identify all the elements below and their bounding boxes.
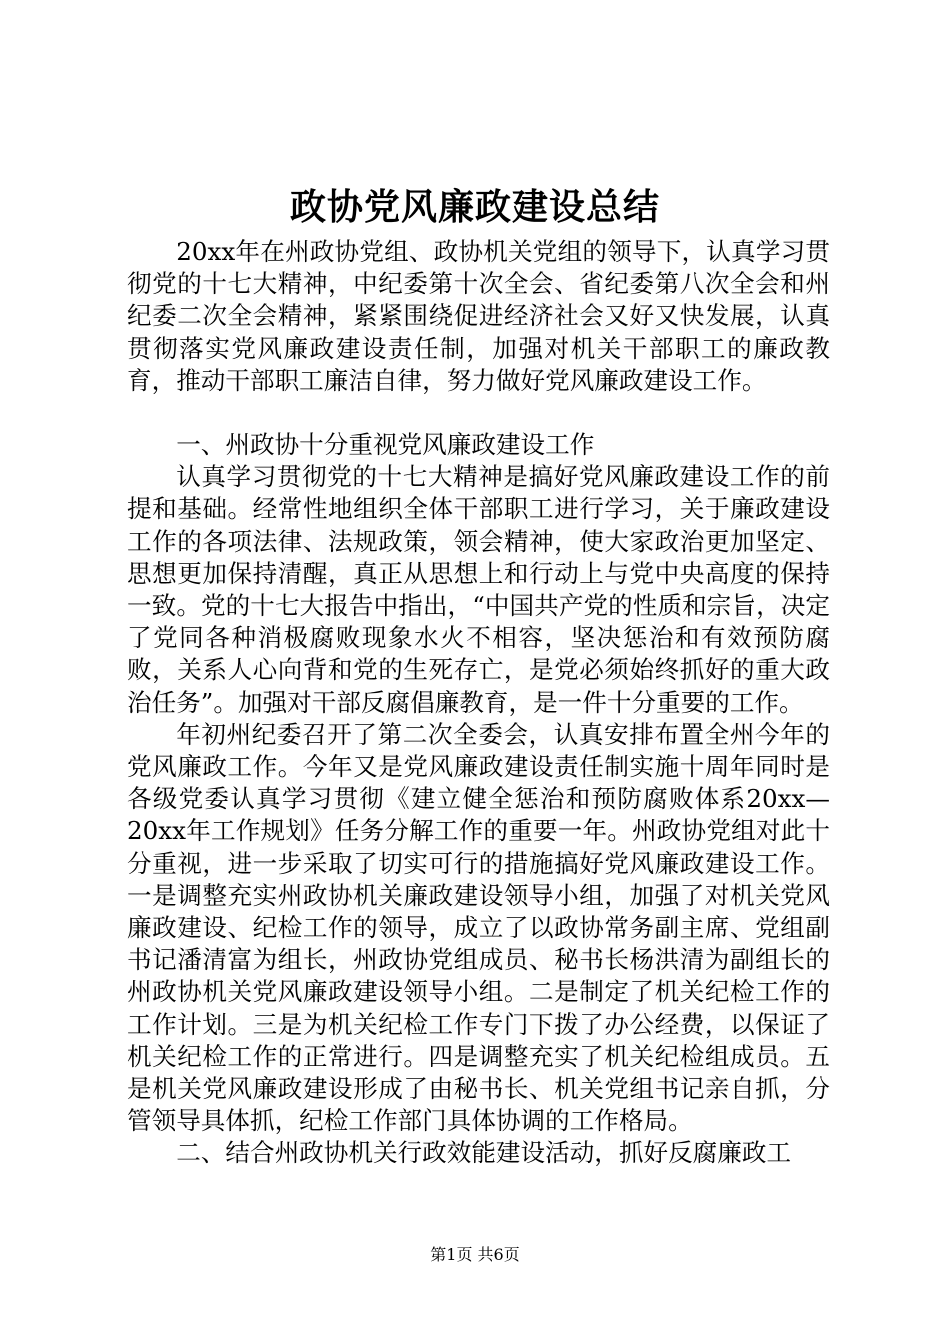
- body-paragraph-1: 认真学习贯彻党的十七大精神是搞好党风廉政建设工作的前提和基础。经常性地组织全体干部职工进行学习，关于廉政建设工作的各项法律、法规政策，领会精神，使大家政治更加坚定、思想更加保持清醒，真正从思想上和行动上与党中央高度的保持一致。党的十七大报告中指出，“中国共产党的性质和宗旨，决定了党同各种消极腐败现象水火不相容，坚决惩治和有效预防腐败，关系人心向背和党的生死存亡，是党必须始终抓好的重大政治任务”。加强对干部反腐倡廉教育，是一件十分重要的工作。: [127, 462, 830, 717]
- page-footer: 第1页 共6页: [430, 1245, 520, 1264]
- document-body: [127, 236, 830, 1170]
- document-title: 政协党风廉政建设总结: [289, 186, 660, 228]
- body-paragraph-2: 年初州纪委召开了第二次全委会，认真安排布置全州今年的党风廉政工作。今年又是党风廉政建设责任制实施十周年同时是各级党委认真学习贯彻《建立健全惩治和预防腐败体系20xx—20xx年工作规划》任务分解工作的重要一年。州政协党组对此十分重视，进一步采取了切实可行的措施搞好党风廉政建设工作。一是调整充实州政协机关廉政建设领导小组，加强了对机关党风廉政建设、纪检工作的领导，成立了以政协常务副主席、党组副书记潘清富为组长，州政协党组成员、秘书长杨洪清为副组长的州政协机关党风廉政建设领导小组。二是制定了机关纪检工作的工作计划。三是为机关纪检工作专门下拨了办公经费，以保证了机关纪检工作的正常进行。四是调整充实了机关纪检组成员。五是机关党风廉政建设形成了由秘书长、机关党组书记亲自抓，分管领导具体抓，纪检工作部门具体协调的工作格局。: [127, 719, 830, 1136]
- intro-paragraph: 20xx年在州政协党组、政协机关党组的领导下，认真学习贯彻党的十七大精神，中纪委第十次全会、省纪委第八次全会和州纪委二次全会精神，紧紧围绕促进经济社会又好又快发展，认真贯彻落实党风廉政建设责任制，加强对机关干部职工的廉政教育，推动干部职工廉洁自律，努力做好党风廉政建设工作。: [127, 237, 830, 395]
- section-heading-2: 二、结合州政协机关行政效能建设活动，抓好反腐廉政工: [176, 1138, 792, 1168]
- section-heading-1: 一、州政协十分重视党风廉政建设工作: [176, 430, 595, 460]
